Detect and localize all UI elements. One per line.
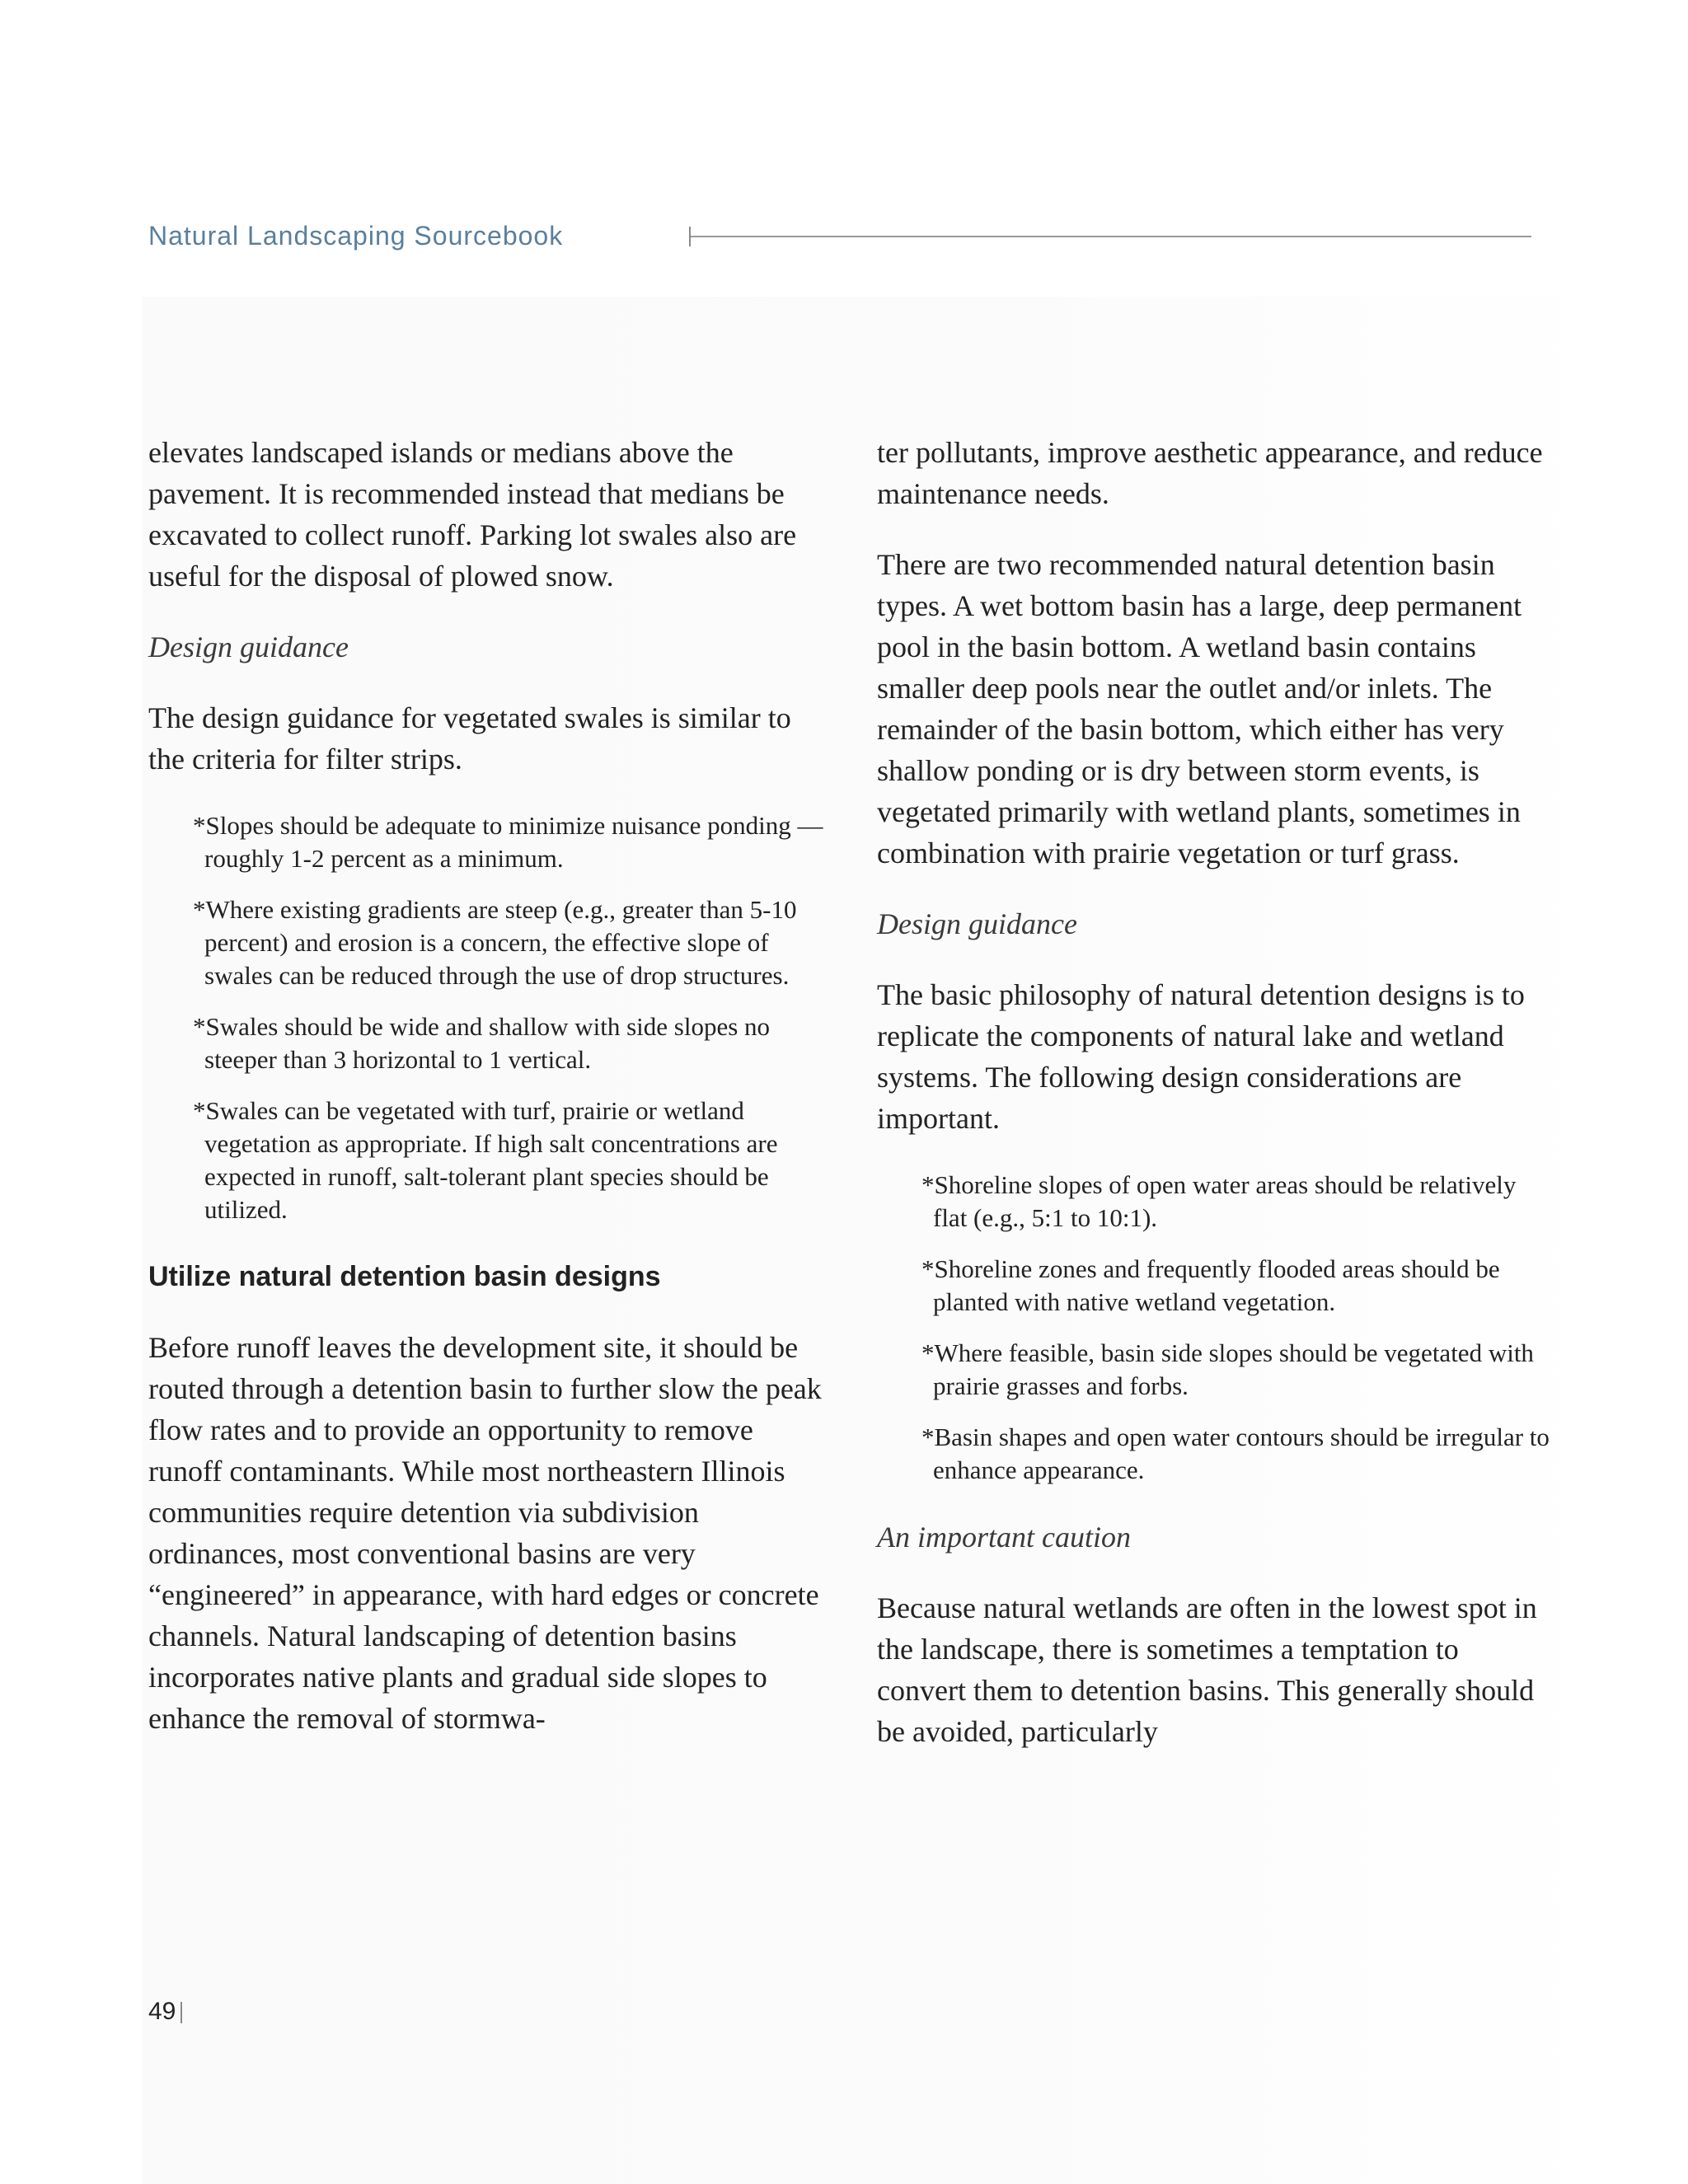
bullet-item: *Shoreline slopes of open water areas should be relatively flat (e.g., 5:1 to 10:1).	[921, 1170, 1517, 1232]
subheading-design-guidance: Design guidance	[148, 630, 349, 663]
paragraph: There are two recommended natural detention basin types. A wet bottom basin has a large, deep permanent pool in the basin bottom. A wetland basin contains smaller deep pools near the outlet and/or inlets. The remainder of the basin bottom, which either has very shallow ponding or is dry between storm events, is vegetated primarily with wetland plants, sometimes in combination with prairie vegetation or turf grass.	[877, 548, 1522, 869]
bullet-item: *Where feasible, basin side slopes should be vegetated with prairie grasses and forbs.	[921, 1338, 1534, 1400]
paragraph: Before runoff leaves the development site, it should be routed through a detention basin to further slow the peak flow rates and to provide an opportunity to remove runoff contaminants. While most northeastern Illinois communities require detention via subdivision ordinances, most conventional basins are very “engineered” in appearance, with hard edges or concrete channels. Natural landscaping of detention basins incorporates native plants and gradual side slopes to enhance the removal of stormwa-	[148, 1331, 822, 1735]
paragraph: elevates landscaped islands or medians above the pavement. It is recommended instead that medians be excavated to collect runoff. Parking lot swales also are useful for the disposal of plowed snow.	[148, 436, 797, 593]
subheading-important-caution: An important caution	[877, 1521, 1131, 1554]
bullet-item: *Swales should be wide and shallow with side slopes no steeper than 3 horizontal to 1 vertical.	[193, 1012, 771, 1074]
header-rule	[691, 236, 1531, 237]
bullet-item: *Where existing gradients are steep (e.g., greater than 5-10 percent) and erosion is a concern, the effective slope of swales can be reduced through the use of drop structures.	[193, 895, 797, 990]
paragraph: The design guidance for vegetated swales is similar to the criteria for filter strips.	[148, 701, 791, 776]
bullet-item: *Basin shapes and open water contours should be irregular to enhance appearance.	[921, 1422, 1550, 1484]
left-column	[148, 432, 824, 1769]
section-heading: Utilize natural detention basin designs	[148, 1261, 661, 1292]
paragraph: Because natural wetlands are often in the lowest spot in the landscape, there is sometimes a temptation to convert them to detention basins. This generally should be avoided, particularly	[877, 1591, 1537, 1748]
subheading-design-guidance: Design guidance	[877, 907, 1077, 940]
paragraph: ter pollutants, improve aesthetic appearance, and reduce maintenance needs.	[877, 436, 1543, 510]
bullet-item: *Shoreline zones and frequently flooded areas should be planted with native wetland vegetation.	[921, 1254, 1500, 1316]
page-number-divider	[181, 2002, 182, 2023]
paragraph: The basic philosophy of natural detention designs is to replicate the components of natural lake and wetland systems. The following design considerations are important.	[877, 978, 1525, 1135]
running-header-title: Natural Landscaping Sourcebook	[148, 221, 564, 251]
right-column	[877, 432, 1553, 1782]
bullet-item: *Slopes should be adequate to minimize nuisance ponding — roughly 1-2 percent as a minimum.	[193, 811, 823, 873]
bullet-item: *Swales can be vegetated with turf, prairie or wetland vegetation as appropriate. If high salt concentrations are expected in runoff, salt-tolerant plant species should be utilized.	[193, 1096, 778, 1224]
page-number: 49	[148, 1998, 176, 2025]
